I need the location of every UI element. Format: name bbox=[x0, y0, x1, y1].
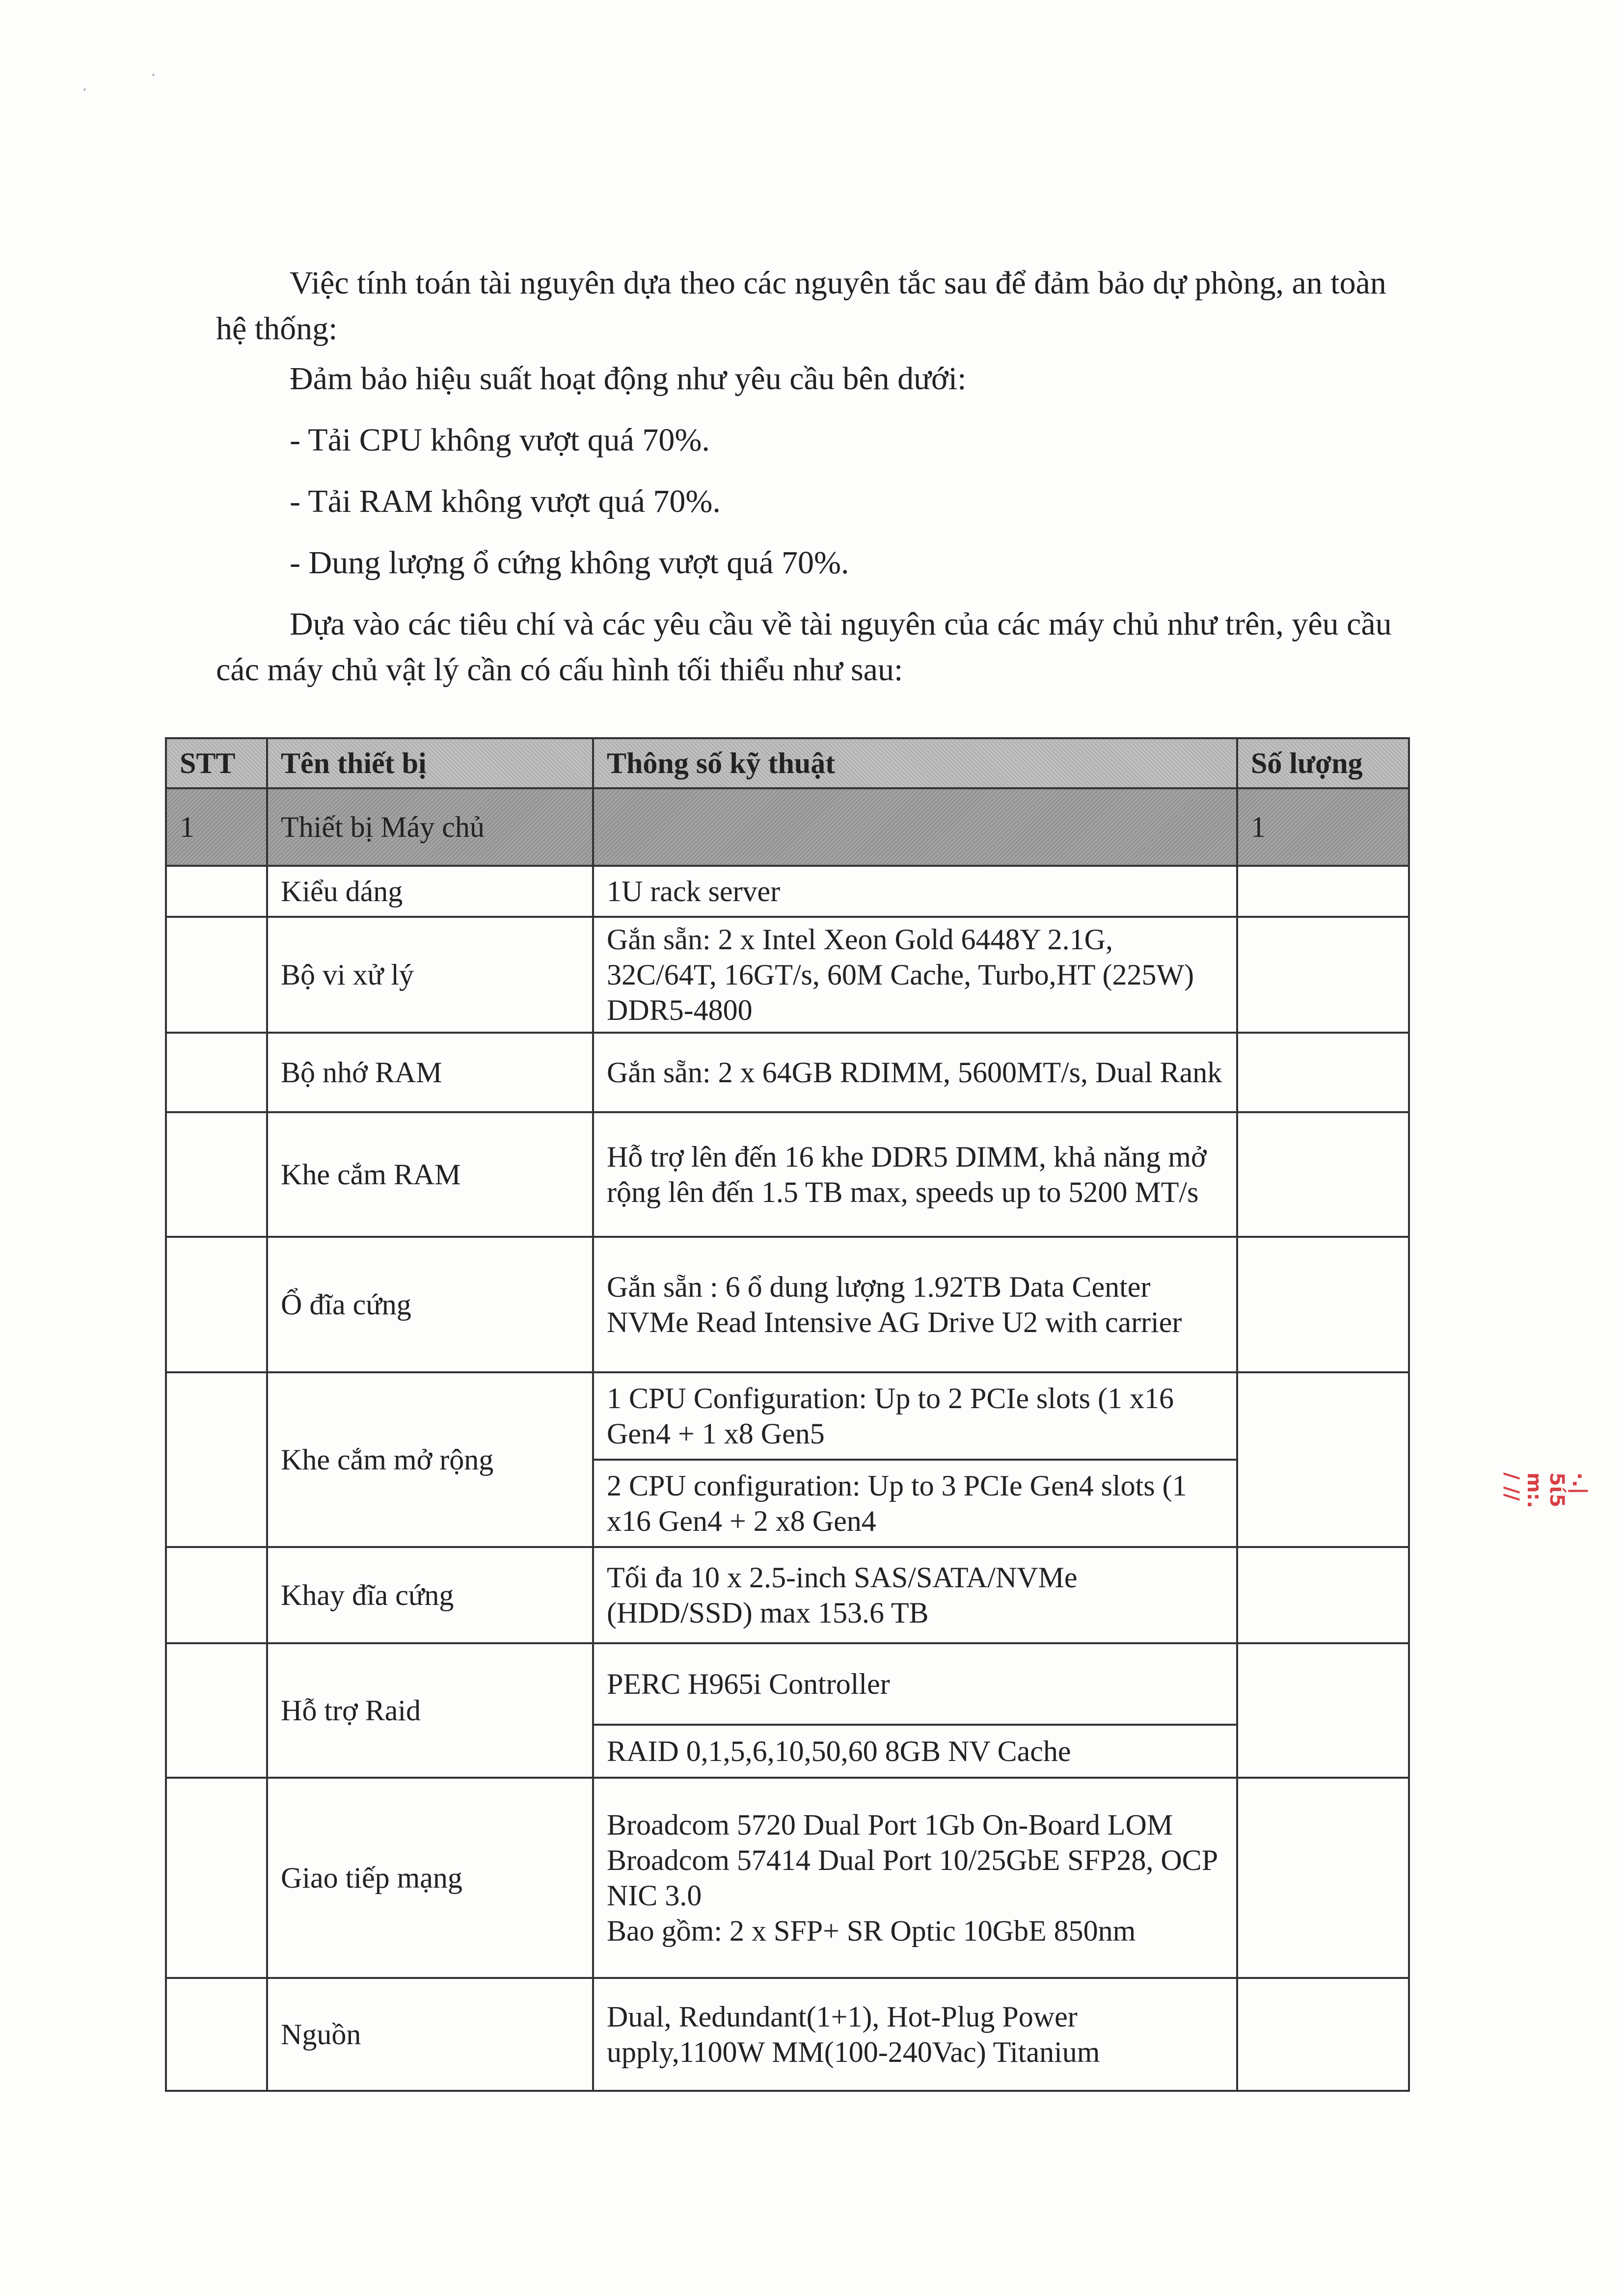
row-spec bbox=[593, 1778, 1237, 1978]
header-name: Tên thiết bị bbox=[267, 738, 593, 788]
red-stamp-fragment: ·.| 5ί5 m:. / // bbox=[1500, 1472, 1591, 1508]
table-row bbox=[166, 866, 1409, 917]
row-name: Khe cắm mở rộng bbox=[267, 1372, 593, 1547]
intro-paragraph-6: Dựa vào các tiêu chí và các yêu cầu về tài nguyên của các máy chủ như trên, yêu cầu các máy chủ vật lý cần có cấu hình tối thiểu như sau: bbox=[216, 606, 1392, 688]
row-name: Ổ đĩa cứng bbox=[267, 1237, 593, 1372]
table-group-row bbox=[166, 788, 1409, 866]
row-name: Bộ vi xử lý bbox=[267, 917, 593, 1033]
row-name: Bộ nhớ RAM bbox=[267, 1033, 593, 1112]
table-row bbox=[166, 1033, 1409, 1112]
intro-bullet-ram: - Tải RAM không vượt quá 70%. bbox=[290, 483, 721, 519]
row-spec-line: Broadcom 57414 Dual Port 10/25GbE SFP28, OCP NIC 3.0 bbox=[607, 1844, 1217, 1912]
row-name: Giao tiếp mạng bbox=[267, 1778, 593, 1978]
table-row bbox=[166, 1372, 1409, 1460]
table-row bbox=[166, 917, 1409, 1033]
scan-speck bbox=[83, 88, 86, 91]
table-row bbox=[166, 1978, 1409, 2091]
row-spec: RAID 0,1,5,6,10,50,60 8GB NV Cache bbox=[593, 1725, 1237, 1778]
row-spec: Tối đa 10 x 2.5-inch SAS/SATA/NVMe (HDD/SSD) max 153.6 TB bbox=[593, 1547, 1237, 1643]
table-row bbox=[166, 1237, 1409, 1372]
group-name: Thiết bị Máy chủ bbox=[267, 788, 593, 866]
row-name: Khe cắm RAM bbox=[267, 1112, 593, 1237]
row-spec-line: Broadcom 5720 Dual Port 1Gb On-Board LOM bbox=[607, 1809, 1173, 1841]
row-spec-line: Bao gồm: 2 x SFP+ SR Optic 10GbE 850nm bbox=[607, 1915, 1136, 1947]
row-spec: 2 CPU configuration: Up to 3 PCIe Gen4 slots (1 x16 Gen4 + 2 x8 Gen4 bbox=[593, 1460, 1237, 1547]
row-spec: PERC H965i Controller bbox=[593, 1643, 1237, 1725]
intro-paragraph-1: Việc tính toán tài nguyên dựa theo các nguyên tắc sau để đảm bảo dự phòng, an toàn hệ thống: bbox=[216, 265, 1386, 347]
spec-table bbox=[165, 737, 1410, 2092]
group-spec bbox=[593, 788, 1237, 866]
table-row bbox=[166, 1778, 1409, 1978]
table-row bbox=[166, 1547, 1409, 1643]
row-spec: Gắn sẵn : 6 ổ dung lượng 1.92TB Data Center NVMe Read Intensive AG Drive U2 with carrier bbox=[593, 1237, 1237, 1372]
row-name: Nguồn bbox=[267, 1978, 593, 2091]
row-name: Khay đĩa cứng bbox=[267, 1547, 593, 1643]
intro-paragraph-2: Đảm bảo hiệu suất hoạt động như yêu cầu bên dưới: bbox=[290, 361, 967, 397]
row-spec: Dual, Redundant(1+1), Hot-Plug Power upply,1100W MM(100-240Vac) Titanium bbox=[593, 1978, 1237, 2091]
intro-bullet-cpu: - Tải CPU không vượt quá 70%. bbox=[290, 422, 710, 458]
table-row bbox=[166, 1643, 1409, 1725]
group-stt: 1 bbox=[166, 788, 267, 866]
scan-speck bbox=[152, 74, 155, 76]
header-qty: Số lượng bbox=[1237, 738, 1409, 788]
row-spec: Hỗ trợ lên đến 16 khe DDR5 DIMM, khả năng mở rộng lên đến 1.5 TB max, speeds up to 5200 MT/s bbox=[593, 1112, 1237, 1237]
row-spec: Gắn sẵn: 2 x Intel Xeon Gold 6448Y 2.1G, 32C/64T, 16GT/s, 60M Cache, Turbo,HT (225W) DDR5-4800 bbox=[593, 917, 1237, 1033]
header-stt: STT bbox=[166, 738, 267, 788]
row-spec: 1U rack server bbox=[593, 866, 1237, 917]
table-row bbox=[166, 1112, 1409, 1237]
table-header-row bbox=[166, 738, 1409, 788]
row-name: Hỗ trợ Raid bbox=[267, 1643, 593, 1778]
row-spec: Gắn sẵn: 2 x 64GB RDIMM, 5600MT/s, Dual Rank bbox=[593, 1033, 1237, 1112]
header-spec: Thông số kỹ thuật bbox=[593, 738, 1237, 788]
intro-bullet-disk: - Dung lượng ổ cứng không vượt quá 70%. bbox=[290, 545, 849, 581]
group-qty: 1 bbox=[1237, 788, 1409, 866]
row-spec: 1 CPU Configuration: Up to 2 PCIe slots (1 x16 Gen4 + 1 x8 Gen5 bbox=[593, 1372, 1237, 1460]
row-name: Kiểu dáng bbox=[267, 866, 593, 917]
